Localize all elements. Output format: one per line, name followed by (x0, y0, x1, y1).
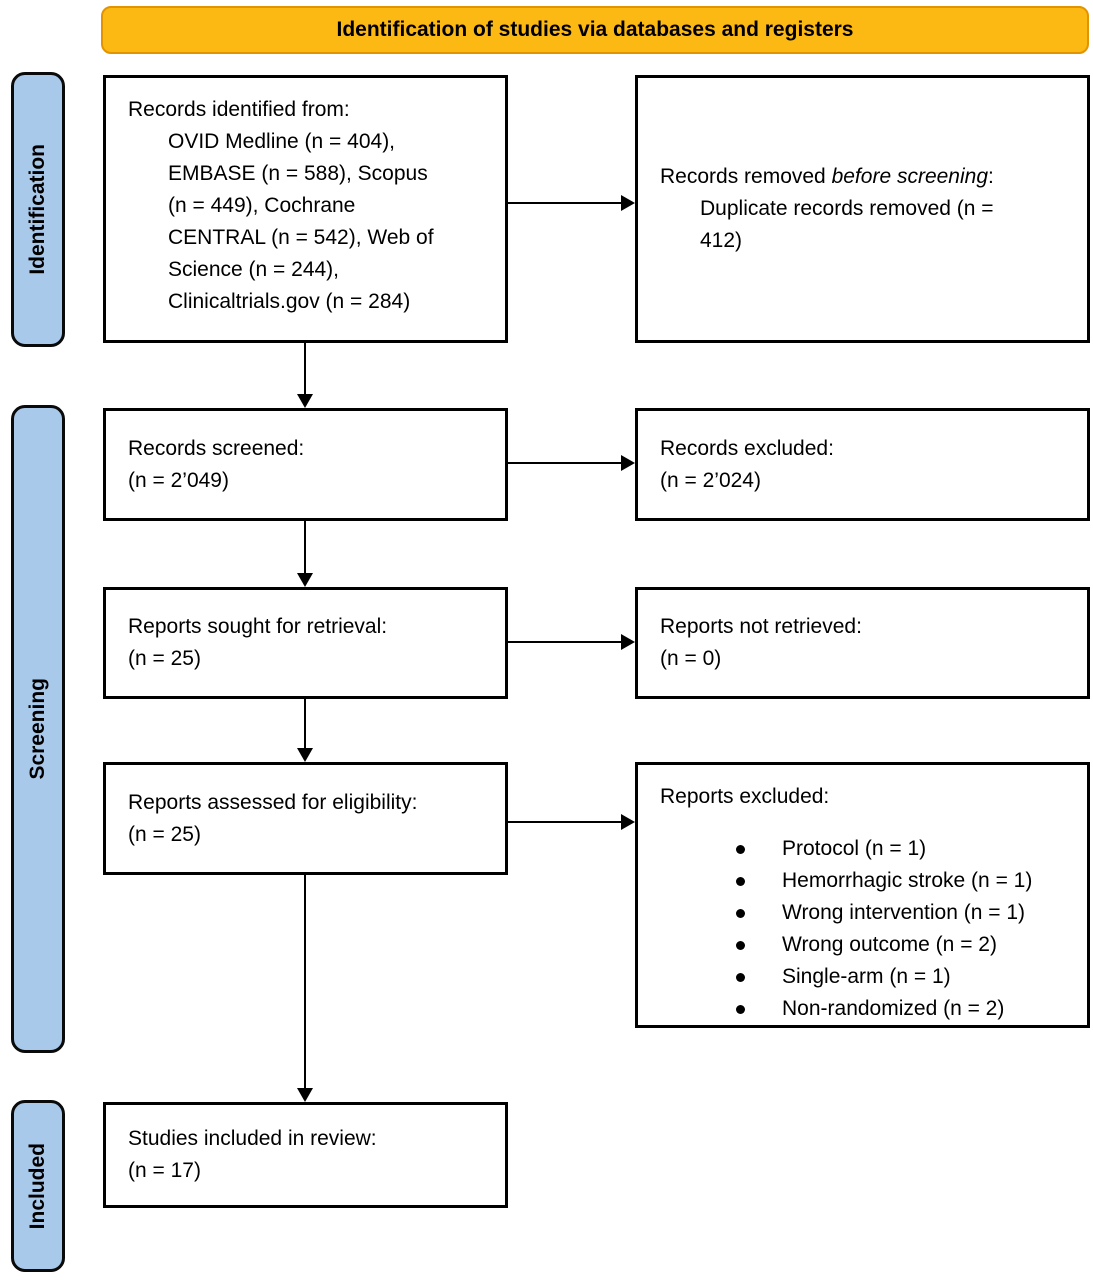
records-removed-heading-suffix: : (988, 165, 994, 188)
reports-assessed-label: Reports assessed for eligibility: (128, 790, 418, 814)
arrow-sought-to-notretrieved-line (508, 641, 621, 643)
reports-assessed-box (103, 762, 508, 875)
records-excluded-box (635, 408, 1090, 521)
diagram-title: Identification of studies via databases and registers (336, 18, 854, 41)
exclusion-reason: Single-arm (n = 1) (734, 961, 1069, 993)
arrow-assessed-to-included-head (297, 1088, 313, 1102)
reports-assessed-count: (n = 25) (128, 822, 201, 846)
records-screened-label: Records screened: (128, 436, 305, 460)
arrow-sought-to-assessed-head (297, 748, 313, 762)
stage-bar-screening (11, 405, 65, 1053)
arrow-screened-to-sought-head (297, 573, 313, 587)
studies-included-box (103, 1102, 508, 1208)
reports-sought-box (103, 587, 508, 699)
exclusion-reason: Protocol (n = 1) (734, 833, 1069, 865)
arrow-sought-to-assessed-line (304, 699, 306, 749)
exclusion-reason: Wrong intervention (n = 1) (734, 897, 1069, 929)
arrow-assessed-to-excluded-line (508, 821, 621, 823)
reports-sought-count: (n = 25) (128, 647, 201, 670)
records-identified-sources (128, 126, 487, 318)
arrow-assessed-to-included-line (304, 875, 306, 1089)
arrow-screened-to-sought-line (304, 521, 306, 574)
source-line: CENTRAL (n = 542), Web of (168, 226, 434, 249)
source-line: EMBASE (n = 588), Scopus (168, 162, 428, 185)
reports-not-retrieved-count: (n = 0) (660, 647, 722, 670)
diagram-title-banner (101, 6, 1089, 54)
arrow-identified-to-screened-line (304, 343, 306, 395)
source-line: OVID Medline (n = 404), (168, 130, 396, 153)
exclusion-reason: Hemorrhagic stroke (n = 1) (734, 865, 1069, 897)
detail-line: Duplicate records removed (n = (700, 197, 994, 220)
arrow-identified-to-removed-head (621, 195, 635, 211)
arrow-identified-to-removed-line (508, 202, 621, 204)
arrow-screened-to-excluded-line (508, 462, 621, 464)
studies-included-label: Studies included in review: (128, 1127, 377, 1150)
arrow-screened-to-excluded-head (621, 455, 635, 471)
reports-excluded-box (635, 762, 1090, 1028)
records-excluded-count: (n = 2’024) (660, 468, 761, 492)
reports-sought-label: Reports sought for retrieval: (128, 615, 388, 638)
records-removed-box (635, 75, 1090, 343)
source-line: Clinicaltrials.gov (n = 284) (168, 290, 411, 313)
arrow-assessed-to-excluded-head (621, 814, 635, 830)
records-identified-heading: Records identified from: (128, 98, 350, 121)
arrow-sought-to-notretrieved-head (621, 634, 635, 650)
records-screened-box (103, 408, 508, 521)
arrow-identified-to-screened-head (297, 394, 313, 408)
records-identified-box (103, 75, 508, 343)
source-line: (n = 449), Cochrane (168, 194, 356, 217)
stage-label-included: Included (26, 1142, 49, 1230)
exclusion-reason: Non-randomized (n = 2) (734, 993, 1069, 1025)
source-line: Science (n = 244), (168, 258, 340, 281)
detail-line: 412) (700, 229, 743, 252)
records-removed-heading (660, 161, 1069, 193)
records-excluded-label: Records excluded: (660, 436, 834, 460)
records-screened-count: (n = 2’049) (128, 468, 229, 492)
stage-bar-included (11, 1100, 65, 1272)
stage-label-screening: Screening (26, 678, 49, 780)
studies-included-count: (n = 17) (128, 1159, 201, 1182)
records-removed-heading-prefix: Records removed (660, 165, 832, 188)
reports-not-retrieved-box (635, 587, 1090, 699)
exclusion-reason: Wrong outcome (n = 2) (734, 929, 1069, 961)
reports-excluded-heading: Reports excluded: (660, 785, 830, 808)
records-removed-details (660, 193, 1069, 257)
exclusion-reason-list (660, 833, 1069, 1025)
reports-not-retrieved-label: Reports not retrieved: (660, 615, 862, 638)
stage-bar-identification (11, 72, 65, 347)
records-removed-heading-emphasis: before screening (831, 165, 989, 188)
stage-label-identification: Identification (26, 144, 49, 275)
